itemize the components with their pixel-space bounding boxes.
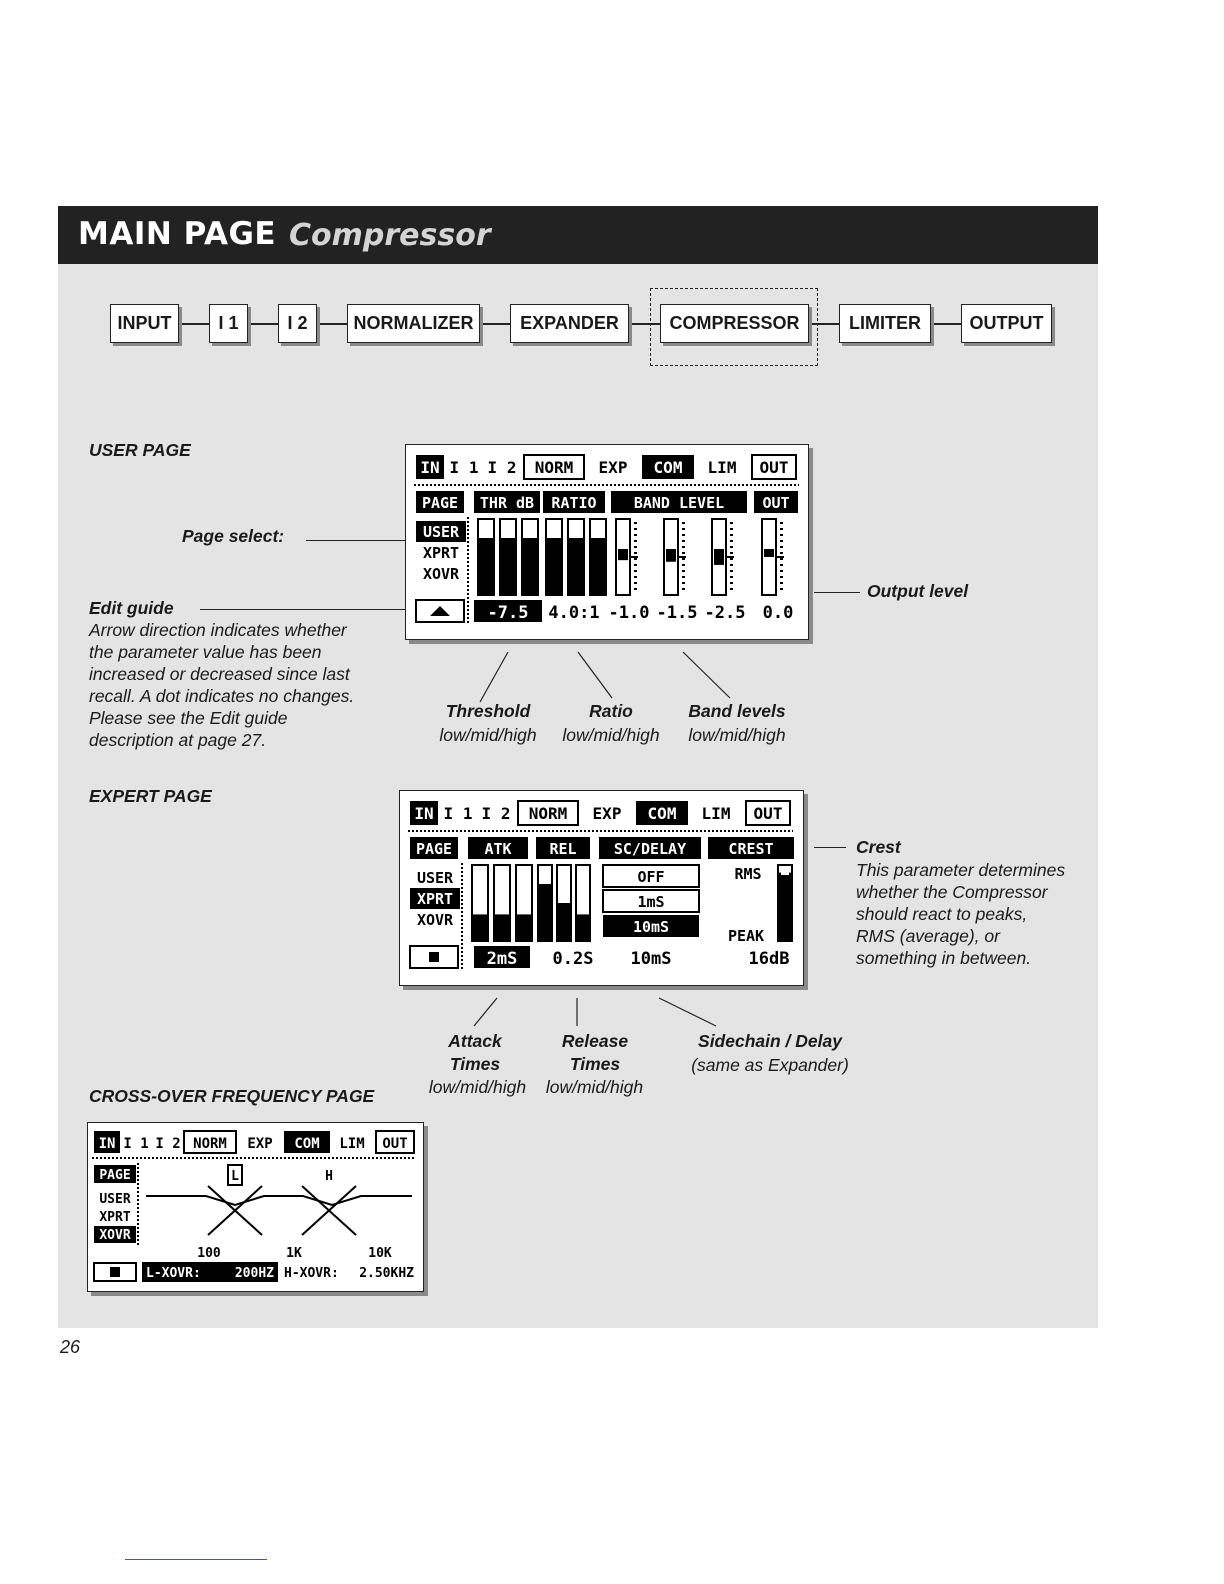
- threshold-bar-fill-0: [478, 538, 494, 595]
- lcd-col-out-label: OUT: [762, 494, 790, 512]
- sc-option-off-label: OFF: [637, 868, 665, 886]
- edit-guide-text-2: the parameter value has been: [89, 642, 322, 662]
- edit-guide-text-1: Arrow direction indicates whether: [89, 620, 347, 640]
- lcd-tab-out-label: OUT: [382, 1136, 408, 1152]
- xover-page-lcd: [87, 1122, 424, 1292]
- page-subtitle: Compressor: [289, 218, 491, 253]
- release-callout-title2: Times: [569, 1054, 621, 1074]
- lcd-value-rel: 0.2S: [552, 949, 594, 969]
- lcd-value-band-mid: -1.5: [656, 603, 698, 623]
- chain-block-i2: I 2: [278, 304, 317, 343]
- crest-meter-fill: [778, 873, 792, 941]
- chain-block-output: OUTPUT: [961, 304, 1052, 343]
- band-meter-0-fill: [618, 549, 628, 560]
- sc-option-1ms-label: 1mS: [637, 893, 665, 911]
- threshold-bar-fill-2: [522, 538, 538, 595]
- release-callout-sub: low/mid/high: [545, 1077, 644, 1097]
- edit-guide-text-6: description at page 27.: [89, 730, 267, 750]
- lcd-page-xprt: XPRT: [99, 1210, 131, 1225]
- lcd-tab-i2-label: I 2: [155, 1136, 181, 1152]
- lcd-value-sc: 10mS: [630, 949, 672, 969]
- output-level-label: Output level: [867, 581, 969, 601]
- lcd-col-ratio-label: RATIO: [551, 494, 597, 512]
- lcd-page-xprt: XPRT: [422, 544, 460, 562]
- lcd-tab-com-label: COM: [294, 1136, 320, 1152]
- lcd-tab-out-label: OUT: [753, 804, 783, 823]
- attack-bar-fill-1: [494, 914, 510, 941]
- crest-text-2: whether the Compressor: [856, 882, 1048, 902]
- ratio-callout-sub: low/mid/high: [562, 725, 660, 745]
- lcd-value-thr: -7.5: [487, 603, 529, 623]
- threshold-callout-title: Threshold: [445, 701, 531, 721]
- chain-block-compressor: COMPRESSOR: [660, 304, 809, 343]
- crest-text-4: RMS (average), or: [856, 926, 1000, 946]
- lcd-tab-lim-label: LIM: [339, 1136, 365, 1152]
- band-level-meters: [616, 519, 734, 595]
- lcd-col-atk-label: ATK: [484, 840, 512, 858]
- crest-peak-label: PEAK: [727, 927, 765, 945]
- crest-meter: [778, 865, 792, 941]
- attack-bar-fill-2: [516, 914, 532, 941]
- crest-text-1: This parameter determines: [856, 860, 1066, 880]
- threshold-bar-fill-1: [500, 538, 516, 595]
- chain-block-i1: I 1: [209, 304, 248, 343]
- lcd-page-header-label: PAGE: [415, 840, 453, 858]
- lcd-page-header-label: PAGE: [421, 494, 459, 512]
- attack-callout-title2: Times: [449, 1054, 501, 1074]
- lcd-tab-i1-label: I 1: [449, 458, 479, 477]
- edit-guide-text-3: increased or decreased since last: [89, 664, 350, 684]
- lcd-page-user: USER: [422, 523, 460, 541]
- lcd-tab-norm-label: NORM: [193, 1136, 227, 1152]
- high-xover-label: H-XOVR:: [284, 1266, 339, 1281]
- attack-callout-sub: low/mid/high: [428, 1077, 527, 1097]
- crest-text-5: something in between.: [856, 948, 1032, 968]
- output-level-meter: [762, 519, 784, 595]
- lcd-value-band-high: -2.5: [704, 603, 746, 623]
- lcd-value-atk: 2mS: [486, 949, 518, 969]
- sc-option-10ms-label: 10mS: [632, 918, 670, 936]
- low-xover-value: 200HZ: [234, 1266, 274, 1281]
- release-callout-title: Release: [561, 1031, 629, 1051]
- lcd-value-ratio: 4.0:1: [548, 603, 600, 623]
- ratio-bar-fill-0: [546, 538, 562, 595]
- out-meter-fill: [764, 549, 774, 557]
- lcd-tab-norm-label: NORM: [528, 804, 568, 823]
- lcd-page-xovr: XOVR: [416, 911, 454, 929]
- low-xover-marker-label: L: [231, 1169, 239, 1184]
- lcd-col-rel-label: REL: [549, 840, 577, 858]
- attack-bars: [472, 865, 532, 941]
- lcd-tab-in-label: IN: [420, 458, 440, 477]
- lcd-page-user: USER: [99, 1192, 131, 1207]
- crest-title: Crest: [856, 837, 901, 857]
- lcd-tab-norm-label: NORM: [534, 458, 574, 477]
- ratio-bar-fill-1: [568, 538, 584, 595]
- ratio-bar-fill-2: [590, 538, 606, 595]
- release-bar-fill-0: [538, 884, 552, 941]
- lcd-tab-i2-label: I 2: [481, 804, 511, 823]
- lcd-tab-i1-label: I 1: [123, 1136, 149, 1152]
- chain-block-input: INPUT: [110, 304, 179, 343]
- lcd-value-band-low: -1.0: [608, 603, 650, 623]
- high-xover-marker-label: H: [325, 1169, 333, 1184]
- chain-block-limiter: LIMITER: [839, 304, 931, 343]
- lcd-tab-lim-label: LIM: [707, 458, 737, 477]
- user-page-lcd: [405, 444, 809, 640]
- freq-tick-1k: 1K: [286, 1246, 302, 1261]
- lcd-tab-i2-label: I 2: [487, 458, 517, 477]
- expert-page-heading: EXPERT PAGE: [89, 786, 212, 806]
- edit-guide-text-5: Please see the Edit guide: [89, 708, 288, 728]
- lcd-tab-i1-label: I 1: [443, 804, 473, 823]
- band-meter-1-fill: [666, 549, 676, 562]
- freq-tick-100: 100: [197, 1246, 221, 1261]
- band-levels-callout-sub: low/mid/high: [688, 725, 786, 745]
- lcd-tab-lim-label: LIM: [701, 804, 731, 823]
- lcd-tab-in-label: IN: [98, 1136, 116, 1152]
- lcd-tab-out-label: OUT: [759, 458, 789, 477]
- lcd-tab-com-label: COM: [647, 804, 677, 823]
- release-bar-fill-2: [576, 914, 590, 941]
- release-bars: [538, 865, 590, 941]
- page-title: MAIN PAGE: [78, 216, 277, 252]
- high-xover-value: 2.50KHZ: [359, 1266, 414, 1281]
- edit-guide-title: Edit guide: [89, 598, 174, 618]
- lcd-tab-in-label: IN: [414, 804, 434, 823]
- freq-tick-10k: 10K: [368, 1246, 392, 1261]
- lcd-page-xprt: XPRT: [416, 890, 454, 908]
- lcd-value-crest: 16dB: [748, 949, 790, 969]
- user-page-heading: USER PAGE: [89, 440, 191, 460]
- crest-text-3: should react to peaks,: [856, 904, 1028, 924]
- sidechain-callout-title: Sidechain / Delay: [698, 1031, 842, 1051]
- band-meter-2-fill: [714, 549, 724, 565]
- footer-rule: [125, 1559, 267, 1560]
- lcd-col-band-label: BAND LEVEL: [633, 494, 725, 512]
- lcd-page-xovr: XOVR: [422, 565, 460, 583]
- sidechain-callout-sub: (same as Expander): [691, 1055, 849, 1075]
- crest-meter-gap: [781, 869, 789, 875]
- lcd-col-sc-label: SC/DELAY: [613, 840, 687, 858]
- chain-block-normalizer: NORMALIZER: [347, 304, 480, 343]
- edit-guide-dot-icon: [110, 1267, 120, 1277]
- lcd-tab-exp-label: EXP: [598, 458, 628, 477]
- lcd-page-header-label: PAGE: [99, 1168, 131, 1183]
- edit-guide-text-4: recall. A dot indicates no changes.: [89, 686, 355, 706]
- page-select-label: Page select:: [182, 526, 285, 546]
- threshold-callout-sub: low/mid/high: [439, 725, 537, 745]
- ratio-bars: [546, 519, 606, 595]
- lcd-value-out: 0.0: [762, 603, 794, 623]
- xover-page-heading: CROSS-OVER FREQUENCY PAGE: [89, 1086, 375, 1106]
- attack-bar-fill-0: [472, 914, 488, 941]
- edit-guide-dot-icon: [429, 952, 439, 962]
- lcd-tab-exp-label: EXP: [592, 804, 622, 823]
- lcd-col-thr-label: THR dB: [479, 494, 535, 512]
- lcd-page-user: USER: [416, 869, 454, 887]
- lcd-tab-exp-label: EXP: [247, 1136, 273, 1152]
- band-levels-callout-title: Band levels: [688, 701, 786, 721]
- low-xover-label: L-XOVR:: [146, 1266, 201, 1281]
- threshold-bars: [478, 519, 538, 595]
- chain-block-expander: EXPANDER: [510, 304, 629, 343]
- lcd-page-xovr: XOVR: [99, 1228, 131, 1243]
- crossover-curve-top: [146, 1196, 412, 1205]
- lcd-col-crest-label: CREST: [728, 840, 774, 858]
- attack-callout-title: Attack: [448, 1031, 502, 1051]
- ratio-callout-title: Ratio: [589, 701, 633, 721]
- crest-rms-label: RMS: [734, 865, 762, 883]
- lcd-tab-com-label: COM: [653, 458, 683, 477]
- release-bar-fill-1: [557, 903, 571, 941]
- page-number: 26: [60, 1337, 81, 1357]
- expert-page-lcd: [399, 790, 804, 986]
